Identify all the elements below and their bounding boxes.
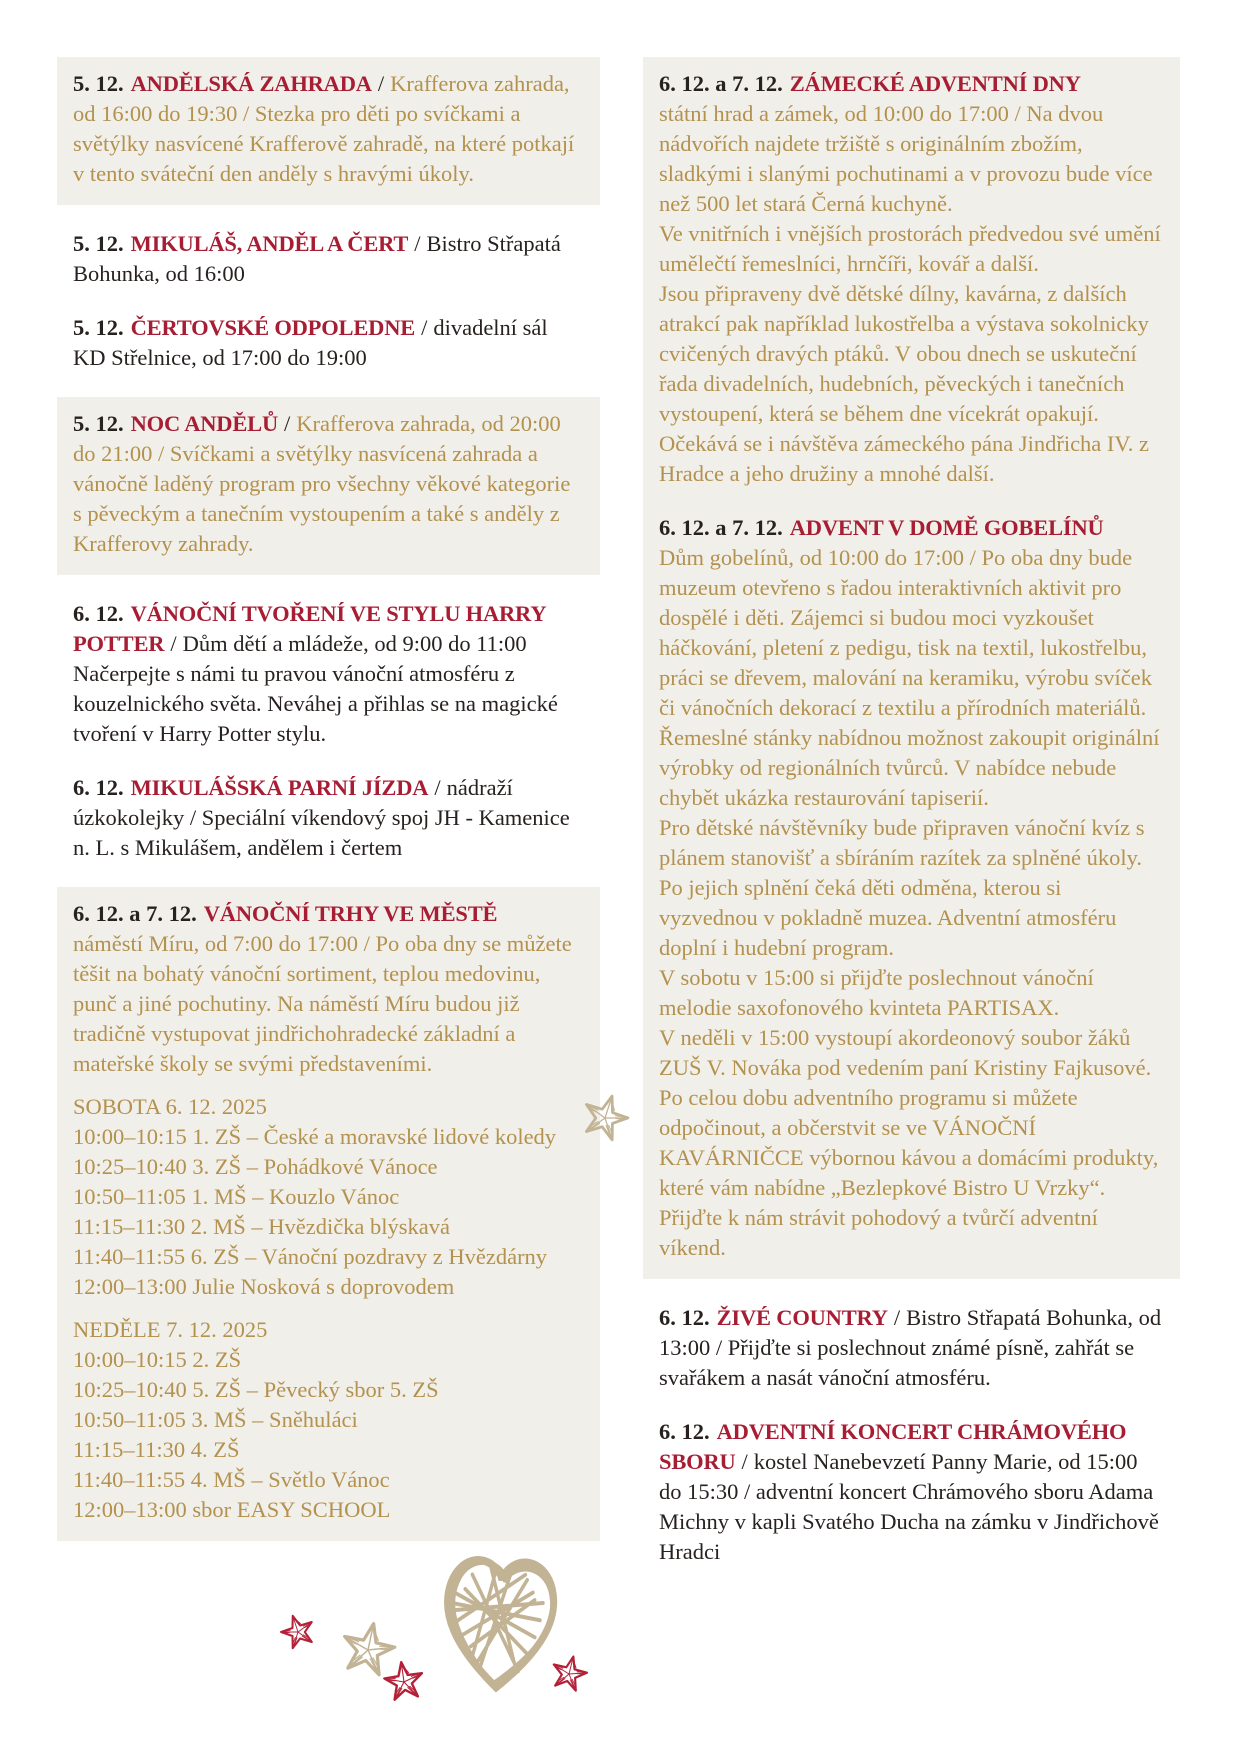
schedule-line: 10:25–10:40 3. ZŠ – Pohádkové Vánoce [73, 1154, 438, 1179]
left-column [57, 57, 600, 1565]
event-lead-text: Bistro Střapatá Bohunka, od 13:00 / Přijďte si poslechnout známé písně, zahřát se svařákem a nasát vánoční atmosféru. [659, 1305, 1162, 1390]
star-icon [338, 1618, 398, 1676]
event-block [659, 1417, 1164, 1567]
star-icon [549, 1652, 590, 1692]
title-separator: / [414, 231, 421, 256]
event-date: 6. 12. [659, 1419, 710, 1444]
event-date: 5. 12. [73, 315, 124, 340]
title-separator: / [421, 315, 428, 340]
event-lead-text: Krafferova zahrada, od 20:00 do 21:00 / Svíčkami a světýlky nasvícená zahrada a vánočně laděný program pro všechny věkové kategorie s pěveckým a tanečním vystoupením a také s anděly z Krafferovy zahrady. [73, 411, 571, 556]
event-paragraph: V neděli v 15:00 vystoupí akordeonový soubor žáků ZUŠ V. Nováka pod vedením paní Kristiny Fajkusové. Po celou dobu adventního programu si můžete odpočinout, a občerstvit se ve VÁNOČNÍ KAVÁRNIČCE výbornou kávou a domácími produkty, které vám nabídne „Bezlepkové Bistro U Vrzky“. Přijďte k nám strávit pohodový a tvůrčí adventní víkend. [659, 1025, 1159, 1260]
event-title: MIKULÁŠ, ANDĚL A ČERT [130, 231, 409, 256]
event-block [73, 313, 584, 373]
event-date: 6. 12. [659, 1305, 710, 1330]
right-column [643, 57, 1180, 1591]
panel-white [643, 1303, 1180, 1393]
schedule-day-heading: SOBOTA 6. 12. 2025 [73, 1094, 267, 1119]
title-separator: / [434, 775, 441, 800]
schedule-line: 12:00–13:00 sbor EASY SCHOOL [73, 1497, 391, 1522]
event-block [73, 229, 584, 289]
schedule-line: 10:50–11:05 3. MŠ – Sněhuláci [73, 1407, 358, 1432]
event-title: VÁNOČNÍ TVOŘENÍ VE STYLU HARRY POTTER [73, 601, 546, 656]
event-date: 6. 12. a 7. 12. [659, 515, 783, 540]
title-separator: / [377, 71, 385, 96]
schedule-line: 11:40–11:55 4. MŠ – Světlo Vánoc [73, 1467, 390, 1492]
panel-beige [57, 887, 600, 1541]
schedule-day-heading: NEDĚLE 7. 12. 2025 [73, 1317, 268, 1342]
event-paragraph: Dům gobelínů, od 10:00 do 17:00 / Po oba dny bude muzeum otevřeno s řadou interaktivních aktivit pro dospělé i děti. Zájemci si budou moci vyzkoušet háčkování, pletení z pedigu, tisk na textil, lukostřelbu, práci se dřevem, malování na keramiku, výrobu svíček či vánočních dekorací z textilu a přírodních materiálů. Řemeslné stánky nabídnou možnost zakoupit originální výrobky od regionálních tvůrců. V nabídce nebude chybět ukázka restaurování tapiserií. [659, 545, 1160, 810]
event-lead-text: Krafferova zahrada, od 16:00 do 19:30 / Stezka pro děti po svíčkami a světýlky nasvícené Krafferově zahradě, na které potkají v tento sváteční den anděly s hravými úkoly. [73, 71, 575, 186]
schedule-line: 11:40–11:55 6. ZŠ – Vánoční pozdravy z Hvězdárny [73, 1244, 548, 1269]
star-icon [277, 1611, 317, 1650]
event-paragraph: Po jejich splnění čeká děti odměna, kterou si vyzvednou v pokladně muzea. Adventní atmosféru doplní i hudební program. [659, 875, 1117, 960]
schedule-line: 11:15–11:30 2. MŠ – Hvězdička blýskavá [73, 1214, 451, 1239]
event-title: ČERTOVSKÉ ODPOLEDNE [130, 315, 416, 340]
heart-icon [442, 1558, 557, 1693]
schedule-line: 10:00–10:15 2. ZŠ [73, 1347, 242, 1372]
star-icon [382, 1660, 425, 1701]
event-title-line [659, 1303, 1164, 1393]
title-separator: / [741, 1449, 748, 1474]
event-block [659, 1303, 1164, 1393]
title-separator: / [893, 1305, 901, 1330]
event-title-line [73, 599, 584, 659]
panel-white [643, 1417, 1180, 1567]
event-title: VÁNOČNÍ TRHY VE MĚSTĚ [203, 901, 498, 926]
event-date: 6. 12. [73, 775, 124, 800]
event-title: ANDĚLSKÁ ZAHRADA [130, 71, 372, 96]
panel-white [57, 229, 600, 289]
event-block [73, 773, 584, 863]
event-date: 5. 12. [73, 231, 124, 256]
event-paragraph: Pro dětské návštěvníky bude připraven vánoční kvíz s plánem stanovišť a sbíráním razítek za splněné úkoly. [659, 815, 1145, 870]
event-lead-text: Dům dětí a mládeže, od 9:00 do 11:00 [182, 631, 527, 656]
event-title: ŽIVÉ COUNTRY [716, 1305, 888, 1330]
schedule-line: 11:15–11:30 4. ZŠ [73, 1437, 240, 1462]
event-title-line [659, 513, 1164, 543]
event-lead-text: divadelní sál KD Střelnice, od 17:00 do 19:00 [73, 315, 548, 370]
title-separator: / [284, 411, 291, 436]
event-title-line [73, 773, 584, 863]
event-title-line [659, 1417, 1164, 1567]
schedule-group [73, 1315, 584, 1525]
event-paragraph: Jsou připraveny dvě dětské dílny, kavárna, z dalších atrakcí pak například lukostřelba a výstava sokolnicky cvičených dravých ptáků. V obou dnech se uskuteční řada divadelních, hudebních, pěveckých i tanečních vystoupení, která se během dne vícekrát opakují. Očekává se i návštěva zámeckého pána Jindřicha IV. z Hradce a jeho družiny a mnohé další. [659, 281, 1149, 486]
schedule-line: 10:25–10:40 5. ZŠ – Pěvecký sbor 5. ZŠ [73, 1377, 439, 1402]
event-lead-text: nádraží úzkokolejky / Speciální víkendový spoj JH - Kamenice n. L. s Mikulášem, andělem i čertem [73, 775, 570, 860]
event-date: 5. 12. [73, 71, 124, 96]
event-date: 5. 12. [73, 411, 124, 436]
panel-white [57, 773, 600, 863]
event-title: ADVENTNÍ KONCERT CHRÁMOVÉHO SBORU [659, 1419, 1127, 1474]
event-title-line [73, 409, 584, 559]
schedule-line: 10:50–11:05 1. MŠ – Kouzlo Vánoc [73, 1184, 400, 1209]
event-title: MIKULÁŠSKÁ PARNÍ JÍZDA [130, 775, 429, 800]
panel-beige [643, 57, 1180, 1279]
event-block [73, 599, 584, 749]
event-title-line [73, 229, 584, 289]
panel-beige [57, 57, 600, 205]
event-title: ZÁMECKÉ ADVENTNÍ DNY [789, 71, 1081, 96]
title-separator: / [170, 631, 177, 656]
event-paragraph: V sobotu v 15:00 si přijďte poslechnout vánoční melodie saxofonového kvinteta PARTISAX. [659, 965, 1094, 1020]
event-paragraph: náměstí Míru, od 7:00 do 17:00 / Po oba dny se můžete těšit na bohatý vánoční sortiment, teplou medovinu, punč a jiné pochutiny. Na náměstí Míru budou již tradičně vystupovat jindřichohradecké základní a mateřské školy se svými představeními. [73, 931, 572, 1076]
panel-beige [57, 397, 600, 575]
schedule-line: 10:00–10:15 1. ZŠ – České a moravské lidové koledy [73, 1124, 557, 1149]
event-date: 6. 12. [73, 601, 124, 626]
event-paragraph: Načerpejte s námi tu pravou vánoční atmosféru z kouzelnického světa. Neváhej a přihlas se na magické tvoření v Harry Potter stylu. [73, 661, 558, 746]
schedule-group [73, 1092, 584, 1302]
event-lead-text: Bistro Střapatá Bohunka, od 16:00 [73, 231, 561, 286]
schedule-line: 12:00–13:00 Julie Nosková s doprovodem [73, 1274, 455, 1299]
event-block [73, 409, 584, 559]
event-date: 6. 12. a 7. 12. [659, 71, 783, 96]
event-title-line [73, 313, 584, 373]
event-title-line [73, 899, 584, 929]
event-title: ADVENT V DOMĚ GOBELÍNŮ [789, 515, 1104, 540]
panel-white [57, 313, 600, 373]
event-block [659, 69, 1164, 489]
event-title-line [659, 69, 1164, 99]
event-block [659, 513, 1164, 1263]
event-paragraph: státní hrad a zámek, od 10:00 do 17:00 / Na dvou nádvořích najdete tržiště s originálním zbožím, sladkými i slanými pochutinami a v provozu bude více než 500 let stará Černá kuchyně. [659, 101, 1153, 216]
event-title: NOC ANDĚLŮ [130, 411, 279, 436]
event-date: 6. 12. a 7. 12. [73, 901, 197, 926]
panel-white [57, 599, 600, 749]
event-block [73, 69, 584, 189]
event-paragraph: Ve vnitřních i vnějších prostorách předvedou své umění umělečtí řemeslníci, hrnčíři, kovář a další. [659, 221, 1161, 276]
event-title-line [73, 69, 584, 189]
event-block [73, 899, 584, 1525]
event-lead-text: kostel Nanebevzetí Panny Marie, od 15:00 do 15:30 / adventní koncert Chrámového sboru Adama Michny v kapli Svatého Ducha na zámku v Jindřichově Hradci [659, 1449, 1159, 1564]
